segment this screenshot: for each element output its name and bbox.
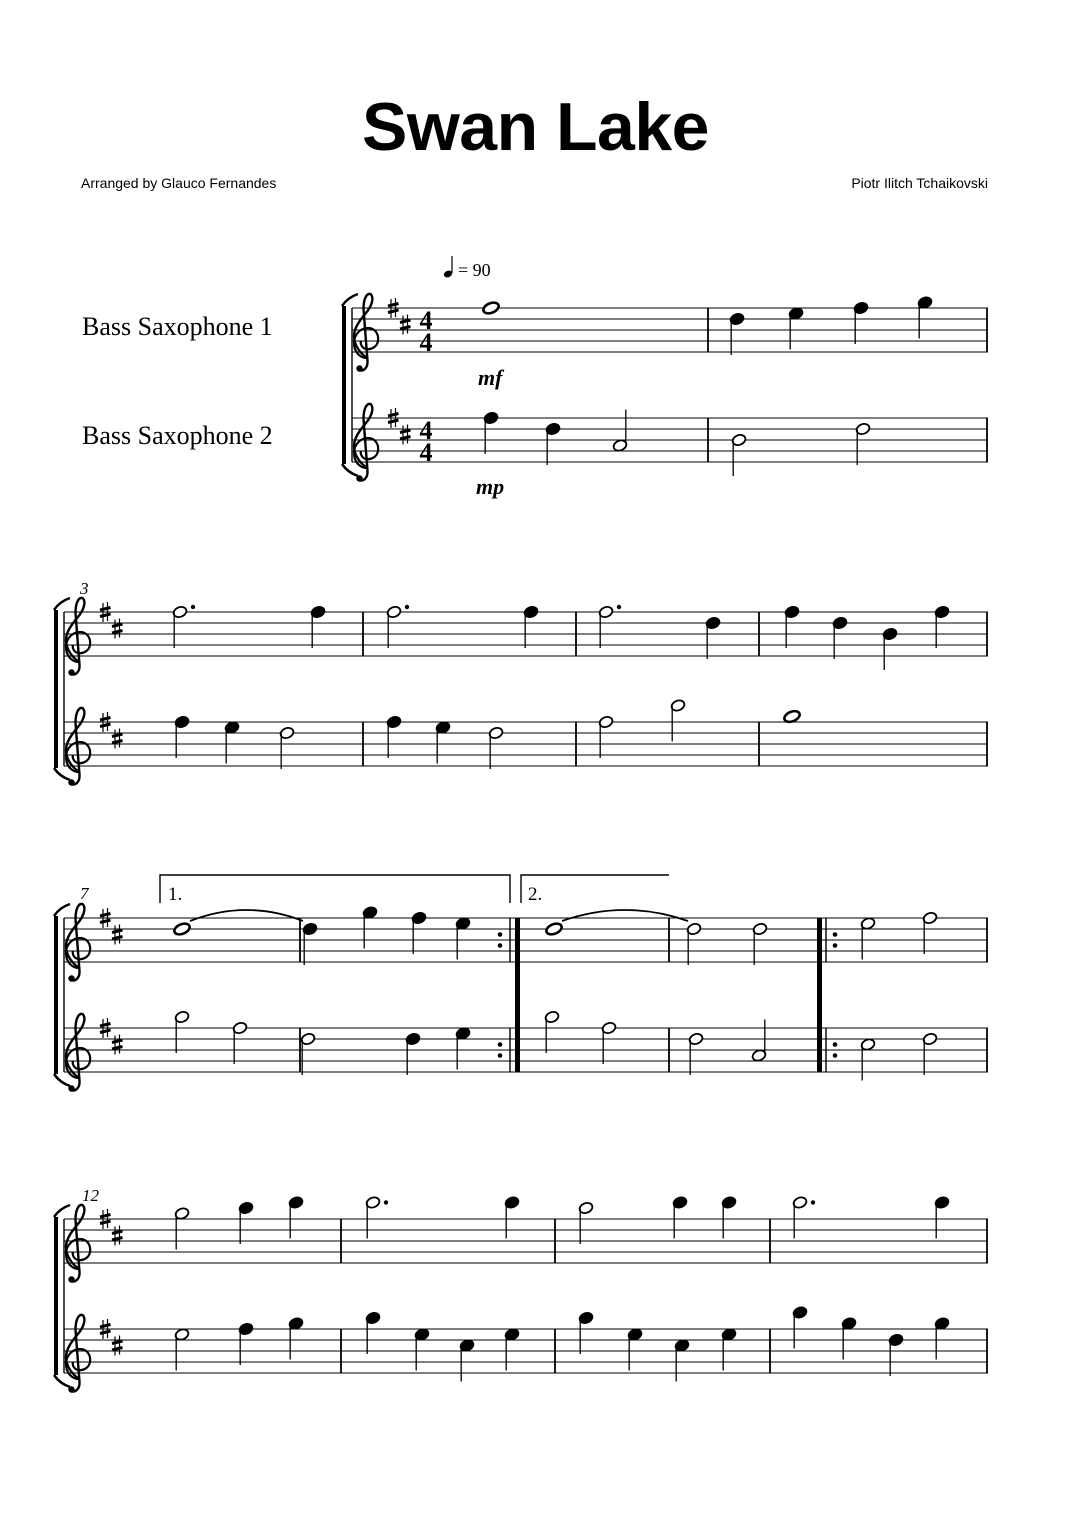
note-dot xyxy=(405,605,409,609)
note-head xyxy=(482,301,500,316)
sharp-icon xyxy=(400,425,411,445)
treble-clef-icon xyxy=(354,294,378,372)
measure-number: 3 xyxy=(80,579,89,598)
instrument-label-2: Bass Saxophone 2 xyxy=(82,421,273,450)
note-dot xyxy=(617,605,621,609)
dynamic-mark: mf xyxy=(478,365,503,390)
treble-clef-icon xyxy=(66,1205,90,1283)
time-signature: 4 xyxy=(419,438,433,467)
brace-icon xyxy=(54,768,70,780)
volta-label: 1. xyxy=(168,884,183,905)
repeat-thick-barline xyxy=(817,918,822,1072)
note-dot xyxy=(191,605,195,609)
brace-icon xyxy=(54,1205,70,1217)
repeat-dot xyxy=(833,1053,838,1058)
treble-clef-icon xyxy=(354,404,378,482)
time-signature: 4 xyxy=(419,416,433,445)
measure-number: 7 xyxy=(80,884,89,903)
sharp-icon xyxy=(112,925,123,945)
note-head xyxy=(173,922,191,937)
dynamic-mark: mp xyxy=(476,474,505,499)
treble-clef-icon xyxy=(66,1014,90,1092)
instrument-label-1: Bass Saxophone 1 xyxy=(82,312,273,341)
volta-bracket xyxy=(160,875,510,903)
arranger-credit: Arranged by Glauco Fernandes xyxy=(81,175,277,191)
note-head xyxy=(545,922,563,937)
sharp-icon xyxy=(112,619,123,639)
time-signature: 4 xyxy=(419,328,433,357)
treble-clef-icon xyxy=(66,708,90,786)
tempo-marking: = 90 xyxy=(458,260,491,280)
repeat-dot xyxy=(833,1042,838,1047)
brace-icon xyxy=(342,294,358,306)
composer-credit: Piotr Ilitch Tchaikovski xyxy=(851,175,988,191)
volta-bracket xyxy=(521,875,669,903)
brace-icon xyxy=(54,904,70,916)
measure-number: 12 xyxy=(82,1186,99,1205)
repeat-dot xyxy=(833,943,838,948)
repeat-thick-barline xyxy=(515,918,520,1072)
note-dot xyxy=(811,1200,815,1204)
page-title: Swan Lake xyxy=(362,89,709,165)
brace-icon xyxy=(54,1074,70,1086)
volta-label: 2. xyxy=(528,884,543,905)
time-signature: 4 xyxy=(419,306,433,335)
sharp-icon xyxy=(112,1035,123,1055)
brace-icon xyxy=(54,1375,70,1387)
sharp-icon xyxy=(112,1226,123,1246)
brace-icon xyxy=(342,464,358,476)
brace-icon xyxy=(54,598,70,610)
repeat-dot xyxy=(833,932,838,937)
sharp-icon xyxy=(112,1336,123,1356)
repeat-dot xyxy=(498,943,503,948)
treble-clef-icon xyxy=(66,904,90,982)
sharp-icon xyxy=(400,315,411,335)
repeat-dot xyxy=(498,1042,503,1047)
repeat-dot xyxy=(498,1053,503,1058)
tie xyxy=(190,910,303,921)
note-dot xyxy=(384,1200,388,1204)
repeat-dot xyxy=(498,932,503,937)
sharp-icon xyxy=(112,729,123,749)
treble-clef-icon xyxy=(66,598,90,676)
treble-clef-icon xyxy=(66,1315,90,1393)
